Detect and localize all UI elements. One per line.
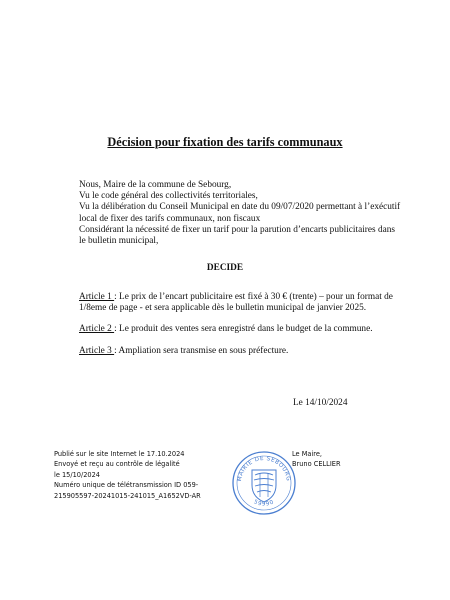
article-text: : Ampliation sera transmise en sous préfecture. bbox=[114, 346, 289, 356]
signature-name: Bruno CELLIER bbox=[292, 460, 341, 469]
article-text: : Le produit des ventes sera enregistré dans le budget de la commune. bbox=[114, 324, 373, 334]
town-hall-stamp bbox=[230, 447, 298, 517]
preamble bbox=[79, 180, 399, 247]
svg-text:59990 bbox=[253, 499, 276, 507]
article-text: : Le prix de l’encart publicitaire est fixé à 30 € (trente) – pour un format de bbox=[114, 292, 393, 302]
stamp-top-text: MAIRIE DE SEBOURG bbox=[236, 455, 292, 482]
signature-role: Le Maire, bbox=[292, 450, 322, 458]
footer-line: Numéro unique de télétransmission ID 059- bbox=[54, 481, 199, 490]
footer-line: Publié sur le site Internet le 17.10.2024 bbox=[54, 450, 185, 458]
footer-line: Envoyé et reçu au contrôle de légalité bbox=[54, 460, 180, 469]
preamble-line: local de fixer des tarifs communaux, non fiscaux bbox=[79, 213, 261, 224]
document-date: Le 14/10/2024 bbox=[293, 398, 348, 408]
svg-text:MAIRIE DE SEBOURG bbox=[237, 456, 291, 482]
preamble-line: Nous, Maire de la commune de Sebourg, bbox=[79, 180, 232, 190]
article-2 bbox=[79, 324, 399, 335]
publication-footer bbox=[54, 449, 201, 501]
preamble-line: Vu le code général des collectivités territoriales, bbox=[79, 191, 258, 202]
article-3 bbox=[79, 346, 399, 357]
document-title: Décision pour fixation des tarifs communaux bbox=[107, 135, 343, 149]
preamble-line: le bulletin municipal, bbox=[79, 236, 159, 247]
preamble-line: Vu la délibération du Conseil Municipal en date du 09/07/2020 permettant à l’exécutif bbox=[79, 202, 401, 213]
decide-heading: DECIDE bbox=[206, 263, 244, 273]
article-text-continued: 1/8eme de page - et sera applicable dès le bulletin municipal de janvier 2025. bbox=[79, 303, 367, 314]
article-label: Article 2 bbox=[79, 324, 115, 334]
article-1 bbox=[79, 292, 399, 314]
preamble-line: Considérant la nécessité de fixer un tarif pour la parution d’encarts publicitaires dans bbox=[79, 224, 395, 235]
stamp-bottom-text: 59990 bbox=[252, 499, 276, 508]
footer-line: 215905597-20241015-241015_A1652VD-AR bbox=[54, 491, 201, 500]
signature-block bbox=[292, 449, 341, 470]
article-label: Article 1 bbox=[79, 292, 115, 302]
article-label: Article 3 bbox=[79, 346, 115, 356]
footer-line: le 15/10/2024 bbox=[54, 470, 100, 479]
